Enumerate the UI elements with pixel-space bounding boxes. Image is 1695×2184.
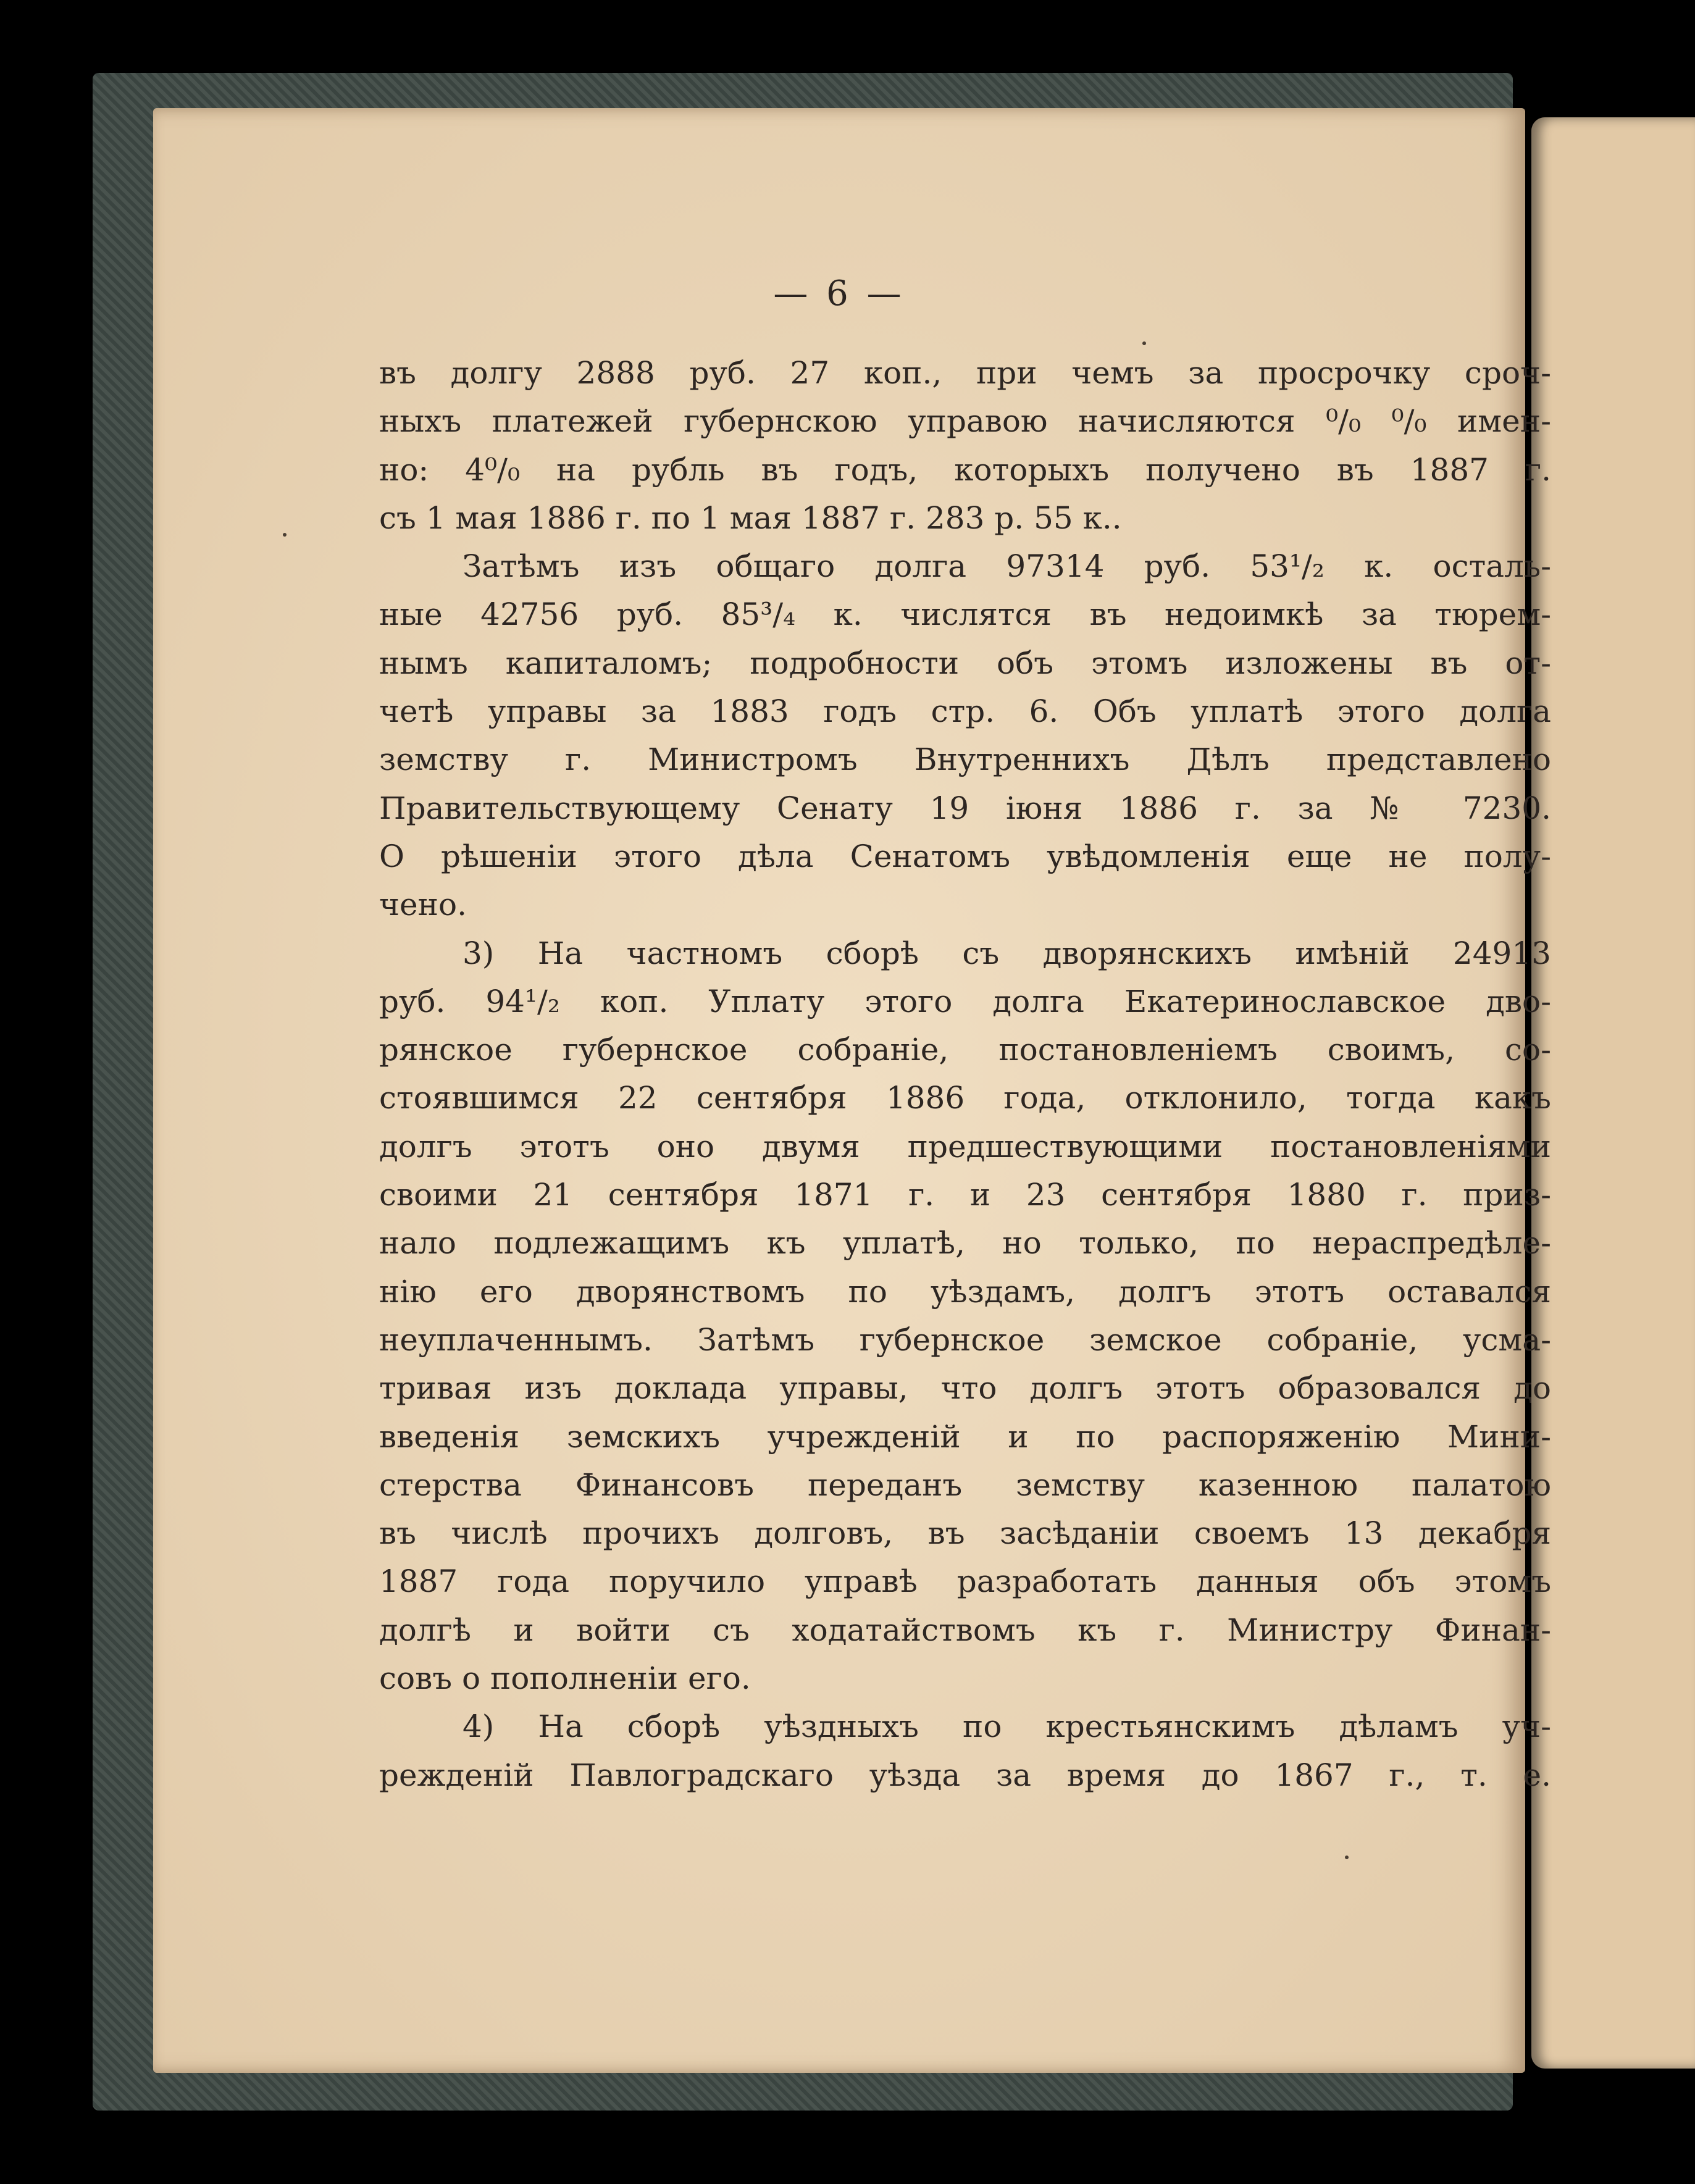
text-line: чено. bbox=[379, 887, 467, 923]
text-line: своими 21 сентября 1871 г. и 23 сентября 1880 г. приз- bbox=[379, 1177, 1551, 1213]
text-line: ные 42756 руб. 85³/₄ к. числятся въ недоимкѣ за тюрем- bbox=[379, 596, 1551, 633]
text-line: нымъ капиталомъ; подробности объ этомъ изложены въ от- bbox=[379, 645, 1551, 681]
text-line: руб. 94¹/₂ коп. Уплату этого долга Екатеринославское дво- bbox=[379, 983, 1551, 1019]
text-line: нало подлежащимъ къ уплатѣ, но только, по нераспредѣле- bbox=[379, 1225, 1551, 1261]
text-line: ныхъ платежей губернскою управою начисляются ⁰/₀ ⁰/₀ имен- bbox=[379, 403, 1551, 440]
page-text bbox=[379, 349, 1551, 1799]
text-line: стоявшимся 22 сентября 1886 года, отклонило, тогда какъ bbox=[379, 1080, 1551, 1116]
text-line: въ долгу 2888 руб. 27 коп., при чемъ за просрочку сроч- bbox=[379, 355, 1551, 391]
text-line: четѣ управы за 1883 годъ стр. 6. Объ уплатѣ этого долга bbox=[379, 693, 1551, 730]
text-line: съ 1 мая 1886 г. по 1 мая 1887 г. 283 р. 55 к.. bbox=[379, 500, 1122, 536]
text-line: введенія земскихъ учрежденій и по распоряженію Мини- bbox=[379, 1418, 1551, 1455]
text-line: нію его дворянствомъ по уѣздамъ, долгъ этотъ оставался bbox=[379, 1273, 1551, 1310]
ink-speck bbox=[1142, 341, 1146, 345]
book-page bbox=[153, 108, 1551, 2073]
text-line: Правительствующему Сенату 19 іюня 1886 г. за № 7230. bbox=[379, 790, 1551, 826]
text-line: Затѣмъ изъ общаго долга 97314 руб. 53¹/₂ к. осталь- bbox=[462, 548, 1551, 585]
text-line: О рѣшеніи этого дѣла Сенатомъ увѣдомленія еще не полу- bbox=[379, 838, 1551, 874]
text-line: режденій Павлоградскаго уѣзда за время до 1867 г., т. е. bbox=[379, 1757, 1551, 1793]
facing-page-edge bbox=[1531, 117, 1695, 2069]
text-line: 4) На сборѣ уѣздныхъ по крестьянскимъ дѣламъ уч- bbox=[462, 1709, 1551, 1745]
text-line: долгѣ и войти съ ходатайствомъ къ г. Министру Финан- bbox=[379, 1612, 1551, 1648]
text-line: но: 4⁰/₀ на рубль въ годъ, которыхъ получено въ 1887 г. bbox=[379, 451, 1551, 488]
text-line: тривая изъ доклада управы, что долгъ этотъ образовался до bbox=[379, 1370, 1551, 1407]
text-line: совъ о пополненіи его. bbox=[379, 1660, 751, 1697]
text-line: въ числѣ прочихъ долговъ, въ засѣданіи своемъ 13 декабря bbox=[379, 1515, 1551, 1552]
text-line: стерства Финансовъ переданъ земству казенною палатою bbox=[379, 1466, 1551, 1503]
text-line: долгъ этотъ оно двумя предшествующими постановленіями bbox=[379, 1128, 1551, 1165]
text-line: рянское губернское собраніе, постановленіемъ своимъ, со- bbox=[379, 1032, 1551, 1068]
ink-speck bbox=[1345, 1856, 1349, 1859]
text-line: 3) На частномъ сборѣ съ дворянскихъ имѣній 24913 bbox=[462, 935, 1551, 971]
text-line: земству г. Министромъ Внутреннихъ Дѣлъ представлено bbox=[379, 742, 1551, 778]
ink-speck bbox=[283, 533, 287, 537]
text-line: 1887 года поручило управѣ разработать данныя объ этомъ bbox=[379, 1563, 1551, 1600]
text-line: неуплаченнымъ. Затѣмъ губернское земское собраніе, усма- bbox=[379, 1321, 1551, 1358]
page-number: — 6 — bbox=[773, 274, 905, 314]
